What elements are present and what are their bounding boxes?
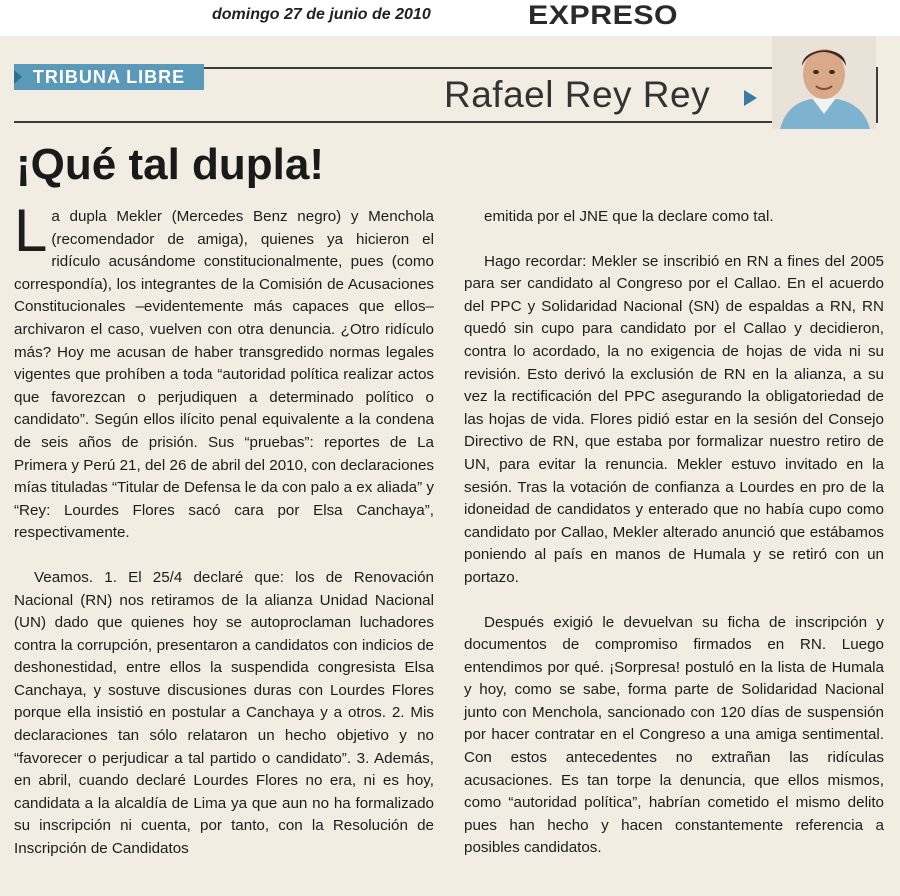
paragraph-4: Después exigió le devuelvan su ficha de inscripción y documentos de compromiso firmados en RN. Luego entendimos por qué. ¡Sorpresa! postuló en la lista de Humala y hoy, como se sabe, forma parte de Solidaridad Nacional junto con Menchola, sancionado con 120 días de suspensión por hacer contratar en el Congreso a una amiga sentimental. Con estos antecedentes no extrañan las ridículas acusaciones. Es tan torpe la denuncia, que ellos mismos, como “autoridad política”, habrían cometido el mismo delito pues han hecho y hacen constantemente referencia a posibles candidatos. (464, 613, 884, 857)
issue-date: domingo 27 de junio de 2010 (212, 6, 431, 23)
author-name: Rafael Rey Rey (444, 74, 711, 115)
paragraph-3: Hago recordar: Mekler se inscribió en RN a fines del 2005 para ser candidato al Congreso por el Callao. En el acuerdo del PPC y Solidaridad Nacional (SN) de espaldas a RN, RN quedó sin cupo para candidato por el Callao y decidieron, contra lo acordado, la no exigencia de hojas de vida ni su revisión. Esto derivó la exclusión de RN en la alianza, a su vez la rectificación del PPC asegurando la obligatoriedad de las hojas de vida. Flores pidió estar en la sesión del Consejo Directivo de RN, que estaba por formalizar nuestro retiro de UN, para evitar la renuncia. Mekler estuvo invitado en la sesión. Tras la votación de confianza a Lourdes en pro de la idoneidad de candidatos y enterado que no había cupo como candidato por Callao, Mekler alterado anunció que estábamos poniendo al país en manos de Humala y se retiró con un portazo. (464, 252, 884, 586)
section-label: TRIBUNA LIBRE (14, 64, 204, 90)
paragraph-1: La dupla Mekler (Mercedes Benz negro) y Menchola (recomendador de amiga), quienes ya hicieron el ridículo acusándome constitucionalmente, pues (como correspondía), los integrantes de la Comisión de Acusaciones Constitucionales –evidentemente más capaces que ellos– archivaron el caso, vuelven con otra denuncia. ¿Otro ridículo más? Hoy me acusan de haber transgredido normas legales vigentes que prohíben a toda “autoridad política realizar actos que favorezcan o perjudiquen a determinado político o candidato”. Según ellos ilícito penal equivalente a la condena de seis años de prisión. Sus “pruebas”: reportes de La Primera y Perú 21, del 26 de abril del 2010, con declaraciones mías tituladas “Titular de Defensa le da con palo a ex aliada” y “Rey: Lourdes Flores sacó cara por Elsa Canchaya”, respectivamente. (14, 197, 434, 542)
paragraph-continuation: emitida por el JNE que la declare como tal. (484, 208, 774, 225)
drop-cap: L (14, 197, 48, 264)
article-column-left (14, 197, 434, 861)
author-arrow-icon (744, 90, 757, 106)
masthead (0, 0, 900, 36)
article-column-right (464, 206, 884, 860)
section-arrow-icon (14, 70, 22, 84)
author-photo (772, 36, 876, 129)
paragraph-2: Veamos. 1. El 25/4 declaré que: los de Renovación Nacional (RN) nos retiramos de la alianza Unidad Nacional (UN) dado que quienes hoy se autoproclaman luchadores contra la corrupción, presentaron a candidatos con indicios de deshonestidad, entre ellos la suspendida congresista Elsa Canchaya, y sostuve discusiones duras con Lourdes Flores porque ella insistió en postular a Canchaya y a otros. 2. Mis declaraciones tan sólo relataron un hecho objetivo y no “favorecer o perjudicar a tal partido o candidato”. 3. Además, en abril, cuando declaré Lourdes Flores no era, ni es hoy, candidata a la alcaldía de Lima ya que aun no ha formalizado su inscripción ni cuenta, por tanto, con la Resolución de Inscripción de Candidatos (14, 568, 434, 858)
publication-logo: EXPRESO (528, 0, 679, 30)
article-headline: ¡Qué tal dupla! (16, 140, 324, 189)
